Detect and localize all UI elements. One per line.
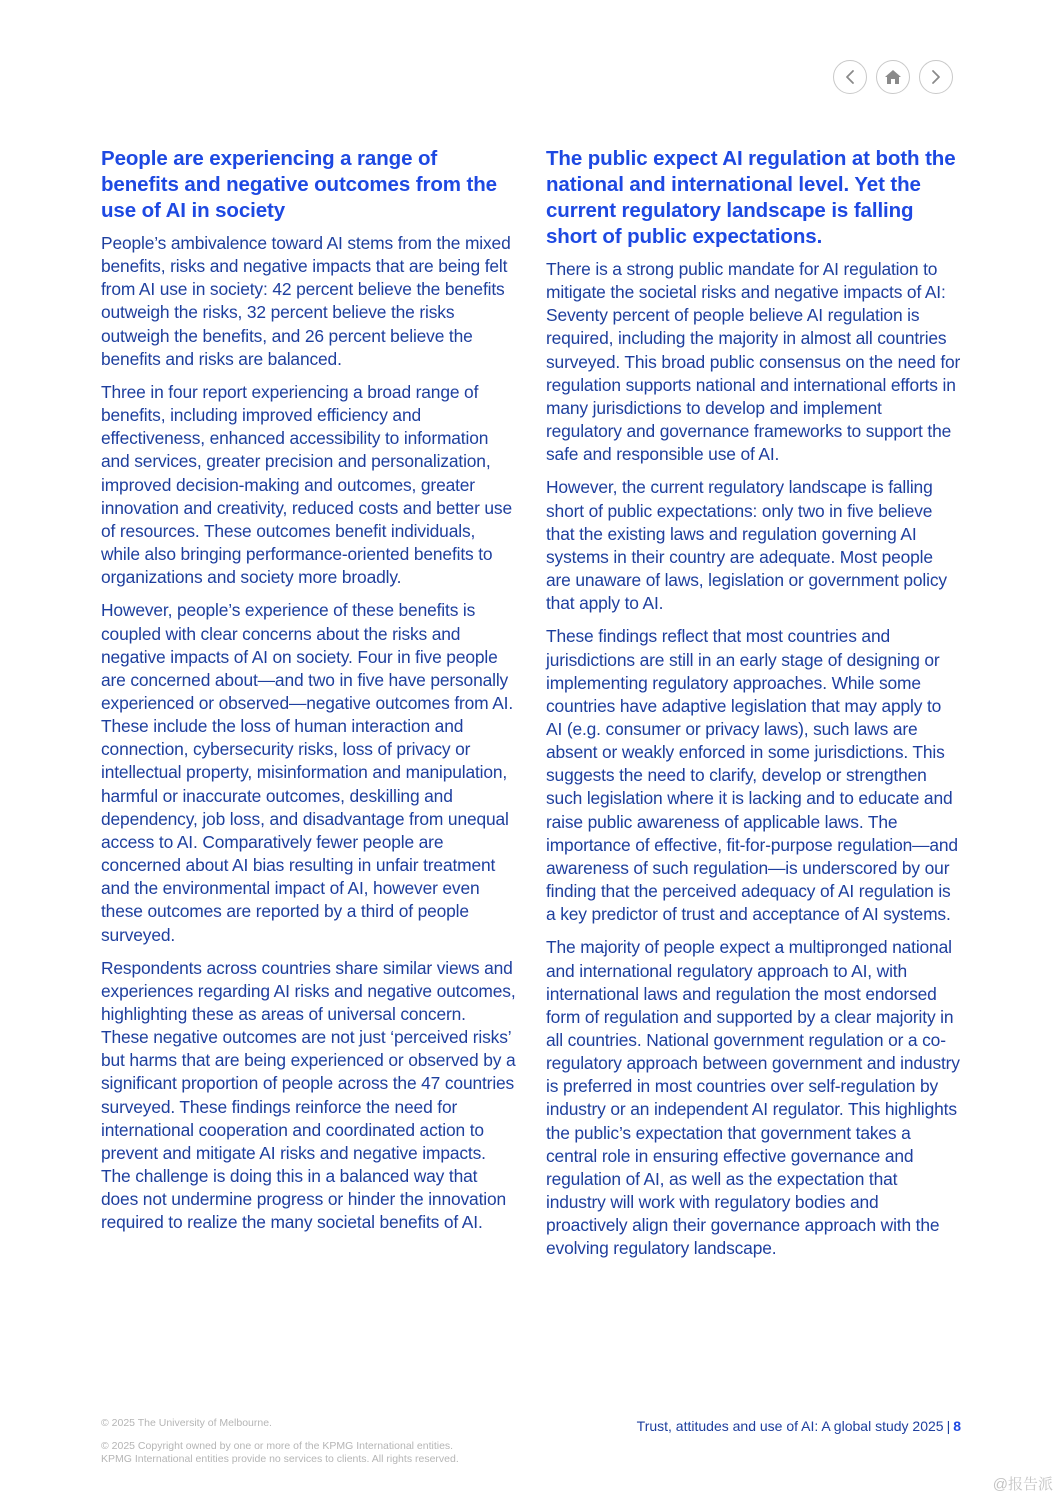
home-icon: [884, 69, 902, 85]
footer-report-info: [637, 1417, 961, 1435]
report-title: Trust, attitudes and use of AI: A global study 2025: [636, 1418, 944, 1434]
right-paragraph-3: These findings reflect that most countries and jurisdictions are still in an early stage of designing or implementing regulatory approaches. While some countries have adaptive legislation that may apply to AI (e.g. consumer or privacy laws), such laws are absent or weakly enforced in some jurisdictions. This suggests the need to clarify, develop or strengthen such legislation where it is lacking and to educate and raise public awareness of applicable laws. The importance of effective, fit-for-purpose regulation—and awareness of such regulation—is underscored by our finding that the perceived adequacy of AI regulation is a key predictor of trust and acceptance of AI systems.: [546, 626, 958, 925]
left-paragraph-3: However, people’s experience of these benefits is coupled with clear concerns about the risks and negative impacts of AI on society. Four in five people are concerned about—and two in five have personally experienced or observed—negative outcomes from AI. These include the loss of human interaction and connection, cybersecurity risks, loss of privacy or intellectual property, misinformation and manipulation, harmful or inaccurate outcomes, deskilling and dependency, job loss, and disadvantage from unequal access to AI. Comparatively fewer people are concerned about AI bias resulting in unfair treatment and the environmental impact of AI, however even these outcomes are reported by a third of people surveyed.: [101, 600, 514, 945]
previous-page-button[interactable]: [833, 60, 867, 94]
footer-copyright: [101, 1417, 459, 1466]
watermark: @报告派: [992, 1476, 1053, 1493]
chevron-left-icon: [843, 69, 857, 85]
page-number: 8: [953, 1418, 961, 1434]
right-section-heading: The public expect AI regulation at both the national and international level. Yet the current regulatory landscape is falling short of public expectations.: [546, 147, 956, 248]
left-section-heading: People are experiencing a range of benefits and negative outcomes from the use of AI in society: [101, 147, 497, 222]
right-paragraph-2: However, the current regulatory landscape is falling short of public expectations: only two in five believe that the existing laws and regulation governing AI systems in their country are adequate. Most people are unaware of laws, legislation or government policy that apply to AI.: [546, 477, 947, 614]
page-navigation: [833, 60, 953, 94]
left-paragraph-2: Three in four report experiencing a broad range of benefits, including improved efficiency and effectiveness, enhanced accessibility to information and services, greater precision and personalization, improved decision-making and outcomes, greater innovation and creativity, reduced costs and better use of resources. These outcomes benefit individuals, while also bringing performance-oriented benefits to organizations and society more broadly.: [101, 381, 512, 588]
right-paragraph-4: The majority of people expect a multipronged national and international regulatory approach to AI, with international laws and regulation the most endorsed form of regulation and supported by a clear majority in all countries. National government regulation or a co-regulatory approach between government and industry is preferred in most countries over self-regulation by industry or an independent AI regulator. This highlights the public’s expectation that government takes a central role in ensuring effective governance and regulation of AI, as well as the expectation that industry will work with regulatory bodies and proactively align their governance approach with the evolving regulatory landscape.: [546, 937, 960, 1259]
chevron-right-icon: [929, 69, 943, 85]
university-copyright: © 2025 The University of Melbourne.: [101, 1417, 272, 1429]
left-paragraph-4: Respondents across countries share similar views and experiences regarding AI risks and negative outcomes, highlighting these as areas of universal concern. These negative outcomes are not just ‘perceived risks’ but harms that are being experienced or observed by a significant proportion of people across the 47 countries surveyed. These findings reinforce the need for international cooperation and coordinated action to prevent and mitigate AI risks and negative impacts. The challenge is doing this in a balanced way that does not undermine progress or hinder the innovation required to realize the many societal benefits of AI.: [101, 957, 516, 1233]
right-column: [546, 146, 961, 1271]
left-column: [101, 146, 516, 1245]
right-paragraph-1: There is a strong public mandate for AI regulation to mitigate the societal risks and negative impacts of AI: Seventy percent of people believe AI regulation is required, including the majority in almost all countries surveyed. This broad public consensus on the need for regulation supports national and international efforts in many jurisdictions to develop and implement regulatory and governance frameworks to support the safe and responsible use of AI.: [546, 259, 961, 465]
next-page-button[interactable]: [919, 60, 953, 94]
separator: |: [946, 1418, 951, 1434]
home-button[interactable]: [876, 60, 910, 94]
kpmg-copyright-line2: KPMG International entities provide no services to clients. All rights reserved.: [101, 1453, 459, 1465]
left-paragraph-1: People’s ambivalence toward AI stems from the mixed benefits, risks and negative impacts that are being felt from AI use in society: 42 percent believe the benefits outweigh the risks, 32 percent believe the risks outweigh the benefits, and 26 percent believe the benefits and risks are balanced.: [101, 233, 511, 369]
kpmg-copyright-line1: © 2025 Copyright owned by one or more of the KPMG International entities.: [101, 1440, 454, 1452]
